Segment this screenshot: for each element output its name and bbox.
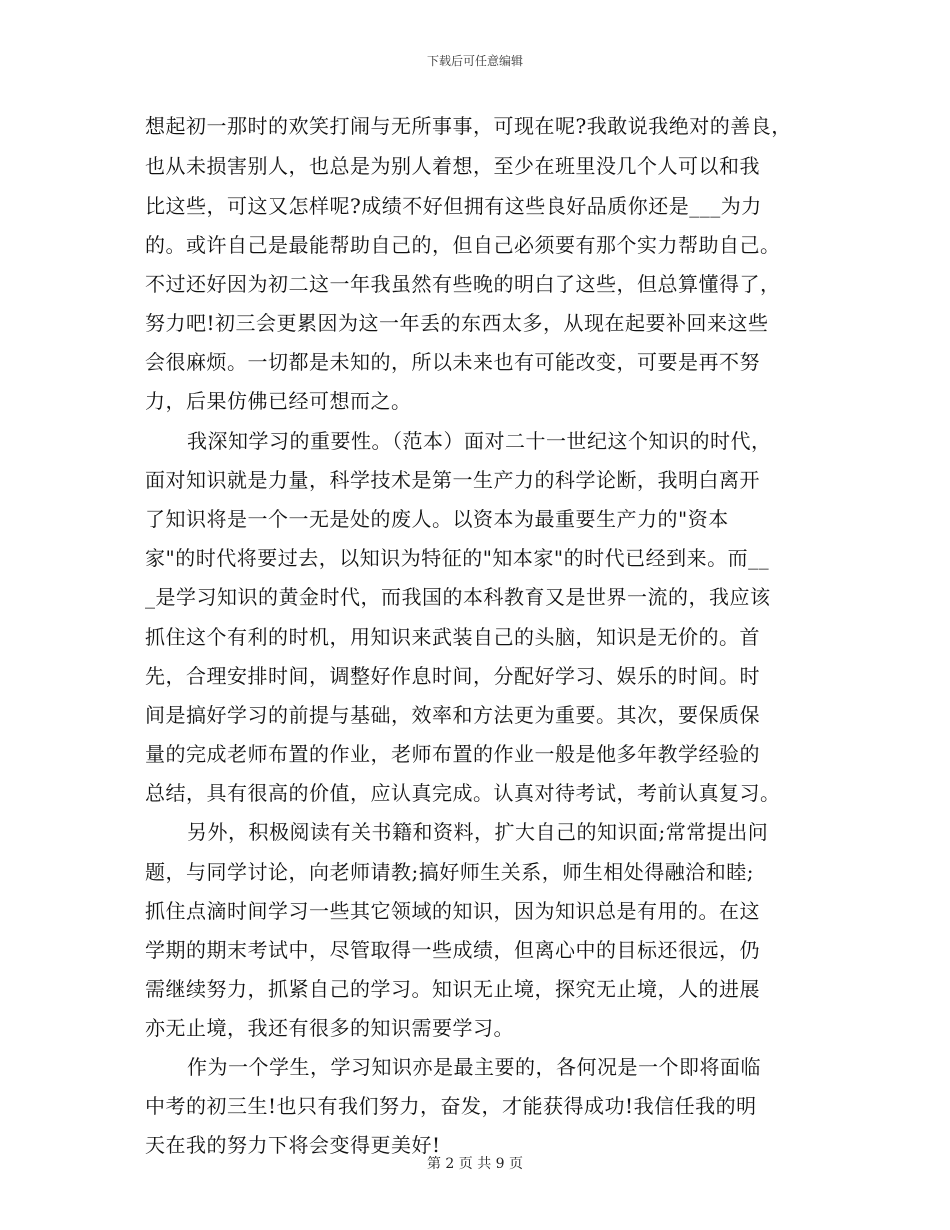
text-line: _是学习知识的黄金时代，而我国的本科教育又是世界一流的，我应该 [145,585,771,609]
text-line: 抓住这个有利的时机，用知识来武装自己的头脑，知识是无价的。首 [145,625,760,649]
page-header: 下载后可任意编辑 [426,54,523,68]
text-line: 也从未损害别人，也总是为别人着想，至少在班里没几个人可以和我 [145,154,760,178]
text-line: 量的完成老师布置的作业，老师布置的作业一般是他多年教学经验的 [145,742,760,766]
text-line: 不过还好因为初二这一年我虽然有些晚的明白了这些，但总算懂得了， [145,272,781,296]
text-line: 比这些，可这又怎样呢?成绩不好但拥有这些良好品质你还是___为力 [145,194,762,218]
paragraph-first-line: 另外，积极阅读有关书籍和资料，扩大自己的知识面;常常提出问 [187,820,769,844]
text-line: 中考的初三生!也只有我们努力，奋发，才能获得成功!我信任我的明 [145,1094,757,1118]
text-line: 题，与同学讨论，向老师请教;搞好师生关系，师生相处得融洽和睦; [145,860,754,884]
text-line: 力，后果仿佛已经可想而之。 [145,389,412,413]
text-line: 会很麻烦。一切都是未知的，所以未来也有可能改变，可要是再不努 [145,350,760,374]
text-line: 先，合理安排时间，调整好作息时间，分配好学习、娱乐的时间。时 [145,664,760,688]
text-line: 努力吧!初三会更累因为这一年丢的东西太多，从现在起要补回来这些 [145,311,769,335]
text-line: 抓住点滴时间学习一些其它领域的知识，因为知识总是有用的。在这 [145,899,760,923]
text-line: 想起初一那时的欢笑打闹与无所事事，可现在呢?我敢说我绝对的善良， [145,114,792,138]
text-line: 家"的时代将要过去，以知识为特征的"知本家"的时代已经到来。而__ [145,546,770,570]
text-line: 天在我的努力下将会变得更美好! [145,1133,441,1157]
page-footer: 第 2 页 共 9 页 [426,1156,524,1172]
text-line: 面对知识就是力量，科学技术是第一生产力的科学论断，我明白离开 [145,468,760,492]
text-line: 间是搞好学习的前提与基础，效率和方法更为重要。其次，要保质保 [145,703,760,727]
text-line: 需继续努力，抓紧自己的学习。知识无止境，探究无止境，人的进展 [145,977,760,1001]
paragraph-first-line: 我深知学习的重要性。（范本）面对二十一世纪这个知识的时代， [187,429,772,453]
text-line: 学期的期末考试中，尽管取得一些成绩，但离心中的目标还很远，仍 [145,938,760,962]
paragraph-first-line: 作为一个学生，学习知识亦是最主要的，各何况是一个即将面临 [187,1055,761,1079]
text-line: 亦无止境，我还有很多的知识需要学习。 [145,1016,514,1040]
text-line: 总结，具有很高的价值，应认真完成。认真对待考试，考前认真复习。 [145,781,781,805]
text-line: 的。或许自己是最能帮助自己的，但自己必须要有那个实力帮助自己。 [145,233,781,257]
text-line: 了知识将是一个一无是处的废人。以资本为最重要生产力的"资本 [145,507,729,531]
